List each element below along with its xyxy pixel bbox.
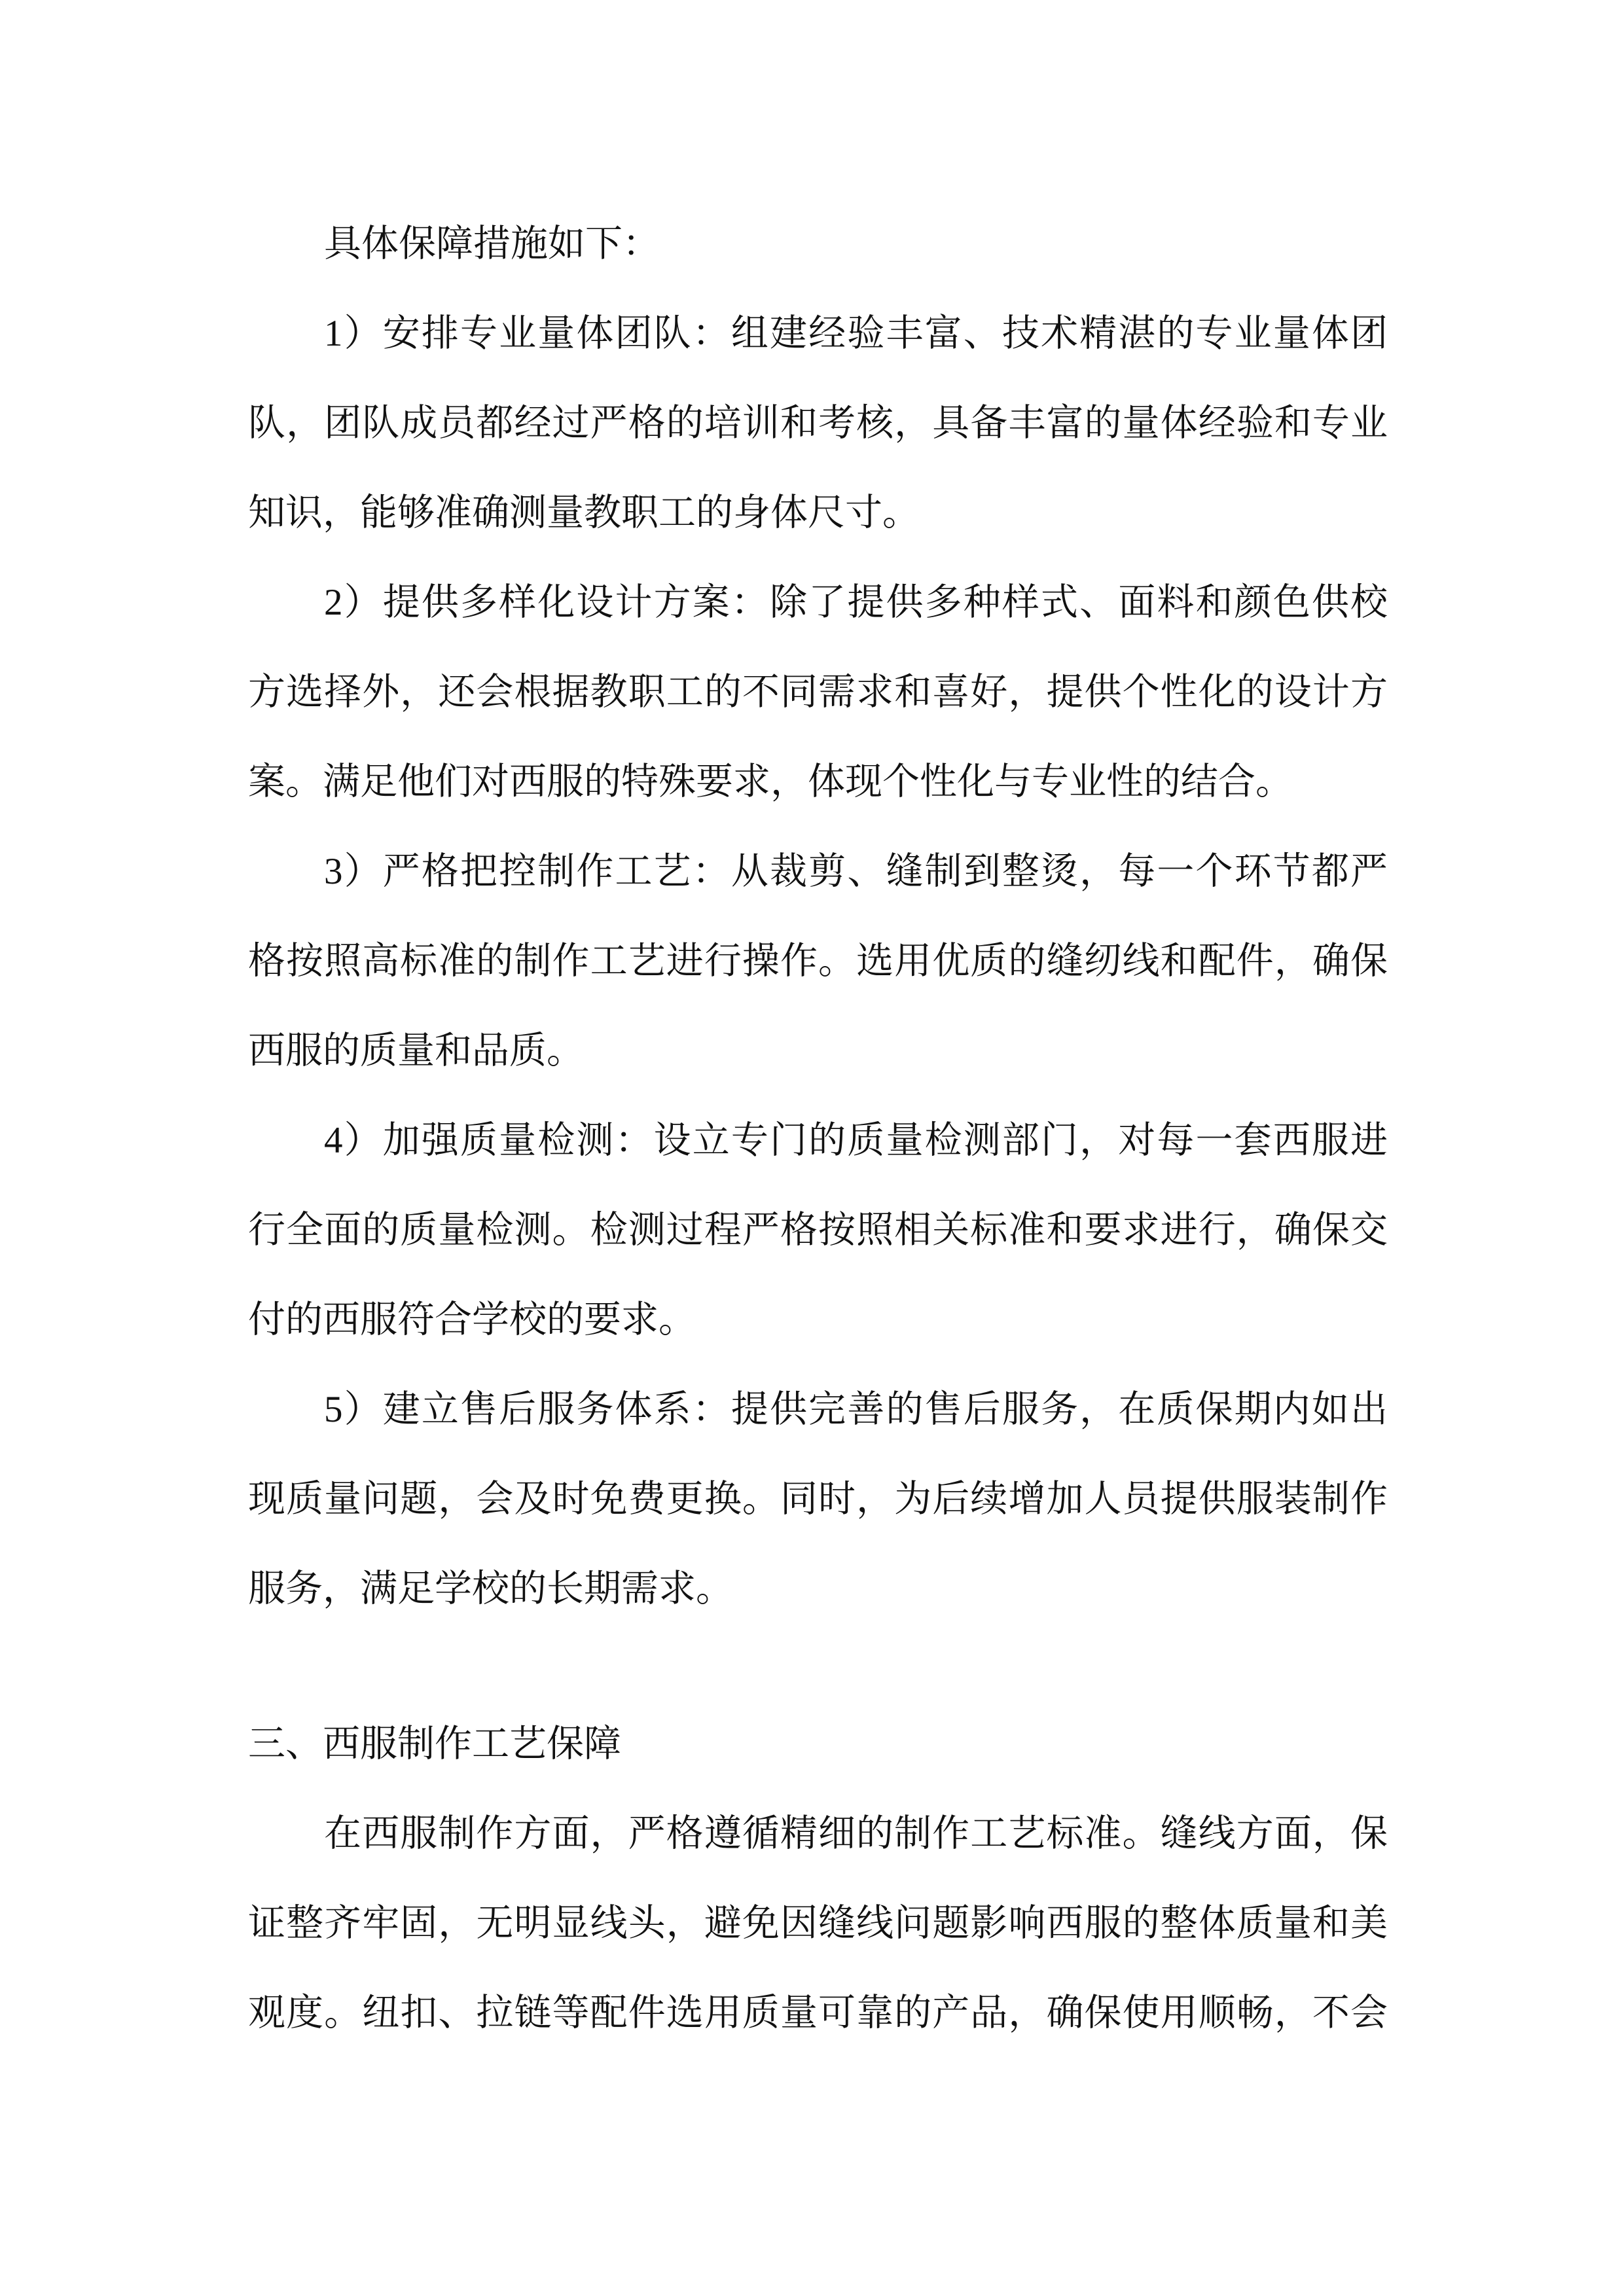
paragraph-line: 2）提供多样化设计方案：除了提供多种样式、面料和颜色供校 bbox=[324, 582, 1388, 623]
paragraph-line: 知识，能够准确测量教职工的身体尺寸。 bbox=[248, 492, 920, 533]
intro-paragraph bbox=[248, 199, 1388, 289]
paragraph-line: 具体保障措施如下： bbox=[324, 223, 660, 264]
measure-paragraph-5 bbox=[248, 1365, 1388, 1634]
measure-paragraph-1 bbox=[248, 289, 1388, 558]
paragraph-line: 西服的质量和品质。 bbox=[248, 1030, 584, 1071]
paragraph-line: 队，团队成员都经过严格的培训和考核，具备丰富的量体经验和专业 bbox=[248, 403, 1388, 444]
section-paragraph bbox=[248, 1789, 1388, 2058]
paragraph-line: 现质量问题，会及时免费更换。同时，为后续增加人员提供服装制作 bbox=[248, 1479, 1388, 1520]
paragraph-line: 行全面的质量检测。检测过程严格按照相关标准和要求进行，确保交 bbox=[248, 1210, 1388, 1251]
paragraph-line: 观度。纽扣、拉链等配件选用质量可靠的产品，确保使用顺畅，不会 bbox=[248, 1992, 1388, 2034]
paragraph-line: 1）安排专业量体团队：组建经验丰富、技术精湛的专业量体团 bbox=[324, 313, 1388, 354]
paragraph-line: 3）严格把控制作工艺：从裁剪、缝制到整烫，每一个环节都严 bbox=[324, 851, 1388, 892]
paragraph-line: 服务，满足学校的长期需求。 bbox=[248, 1568, 733, 1609]
paragraph-line: 5）建立售后服务体系：提供完善的售后服务，在质保期内如出 bbox=[324, 1389, 1388, 1430]
measure-paragraph-2 bbox=[248, 558, 1388, 827]
paragraph-line: 付的西服符合学校的要求。 bbox=[248, 1299, 696, 1340]
paragraph-line: 方选择外，还会根据教职工的不同需求和喜好，提供个性化的设计方 bbox=[248, 672, 1388, 713]
paragraph-line: 在西服制作方面，严格遵循精细的制作工艺标准。缝线方面，保 bbox=[324, 1813, 1388, 1854]
section-heading-text: 三、西服制作工艺保障 bbox=[248, 1723, 621, 1765]
section-heading bbox=[248, 1699, 1388, 1789]
paragraph-line: 证整齐牢固，无明显线头，避免因缝线问题影响西服的整体质量和美 bbox=[248, 1903, 1388, 1944]
document-body bbox=[248, 199, 1388, 2058]
measure-paragraph-3 bbox=[248, 827, 1388, 1096]
paragraph-line: 4）加强质量检测：设立专门的质量检测部门，对每一套西服进 bbox=[324, 1120, 1388, 1161]
paragraph-line: 格按照高标准的制作工艺进行操作。选用优质的缝纫线和配件，确保 bbox=[248, 941, 1388, 982]
paragraph-line: 案。满足他们对西服的特殊要求，体现个性化与专业性的结合。 bbox=[248, 761, 1293, 802]
measure-paragraph-4 bbox=[248, 1096, 1388, 1365]
